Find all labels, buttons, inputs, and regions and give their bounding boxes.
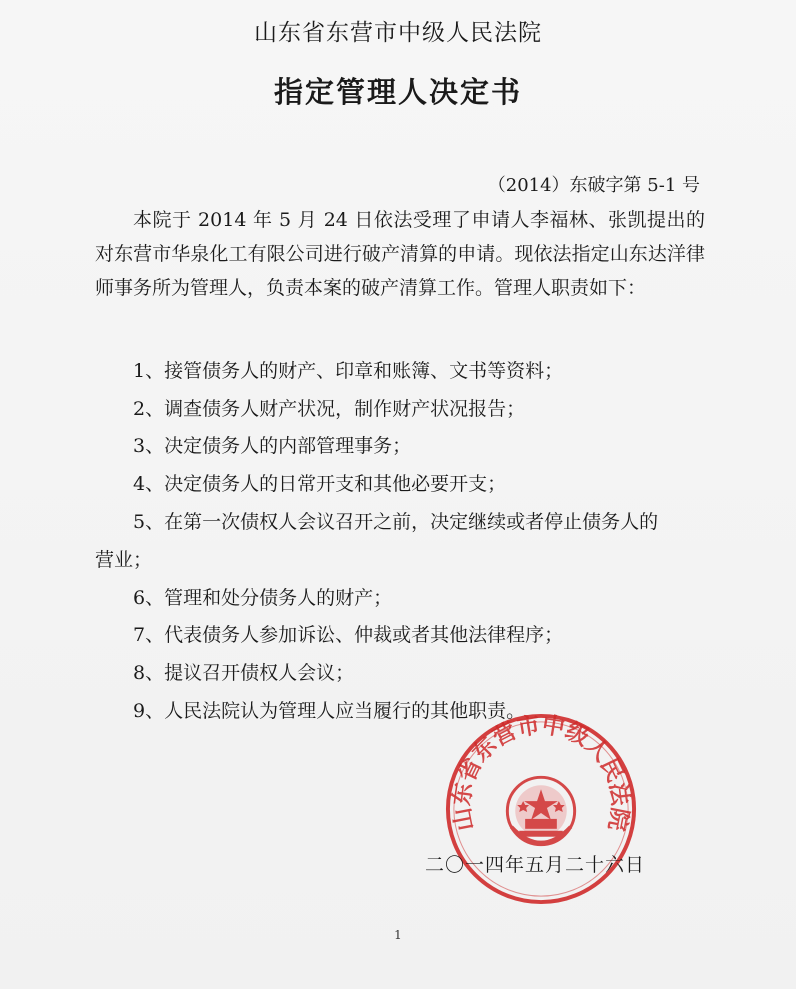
intro-paragraph: 本院于 2014 年 5 月 24 日依法受理了申请人李福林、张凯提出的对东营市华泉化工有限公司进行破产清算的申请。现依法指定山东达洋律师事务所为管理人，负责本案的破产清算工作。管理人职责如下： xyxy=(95,209,705,299)
court-seal xyxy=(442,710,640,908)
duty-item: 7、代表债务人参加诉讼、仲裁或者其他法律程序； xyxy=(133,624,564,646)
page-number: 1 xyxy=(394,928,402,942)
signature-date: 二〇一四年五月二十六日 xyxy=(425,854,646,876)
document-title: 指定管理人决定书 xyxy=(273,75,522,109)
duty-item: 2、调查债务人财产状况，制作财产状况报告； xyxy=(133,398,526,420)
duty-item: 4、决定债务人的日常开支和其他必要开支； xyxy=(133,473,507,495)
duty-item: 8、提议召开债权人会议； xyxy=(133,662,355,684)
duty-item: 9、人民法院认为管理人应当履行的其他职责。 xyxy=(133,700,526,722)
duty-item: 6、管理和处分债务人的财产； xyxy=(133,587,393,609)
case-number: （2014）东破字第 5-1 号 xyxy=(487,175,700,196)
court-name: 山东省东营市中级人民法院 xyxy=(254,20,542,46)
duty-item: 3、决定债务人的内部管理事务； xyxy=(133,435,412,457)
duty-item: 5、在第一次债权人会议召开之前，决定继续或者停止债务人的 xyxy=(133,511,659,533)
seal-text: 山东省东营市中级人民法院 xyxy=(449,712,633,833)
duty-item-continuation: 营业； xyxy=(95,549,153,571)
national-emblem-icon xyxy=(507,777,574,844)
duty-item: 1、接管债务人的财产、印章和账簿、文书等资料； xyxy=(133,360,564,382)
